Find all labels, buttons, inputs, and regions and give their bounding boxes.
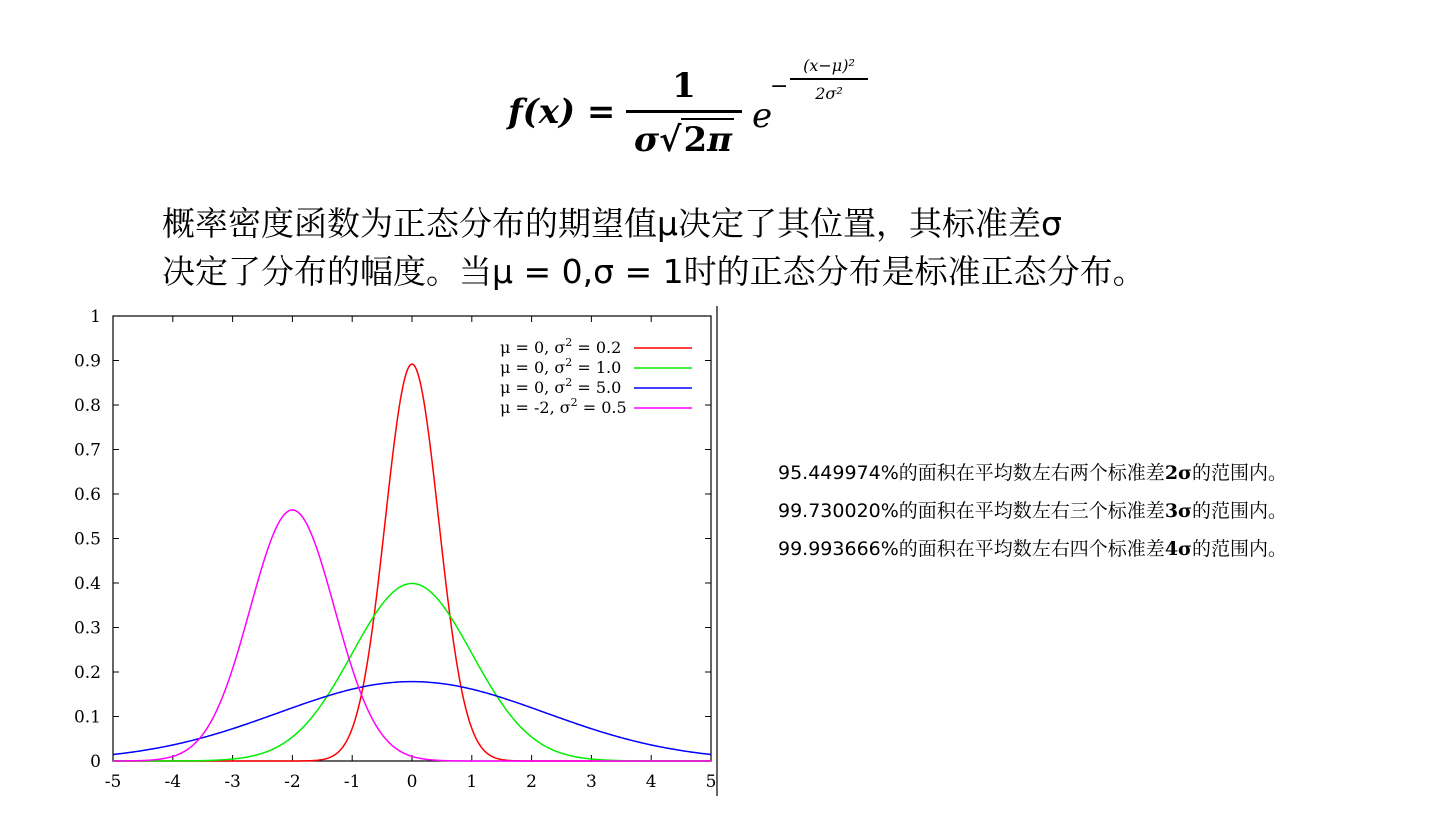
y-tick-label: 0.6 — [73, 485, 101, 505]
normal-distribution-chart — [0, 300, 730, 800]
y-tick-label: 0.1 — [73, 707, 101, 728]
formula-base-e: e — [752, 96, 773, 136]
formula-denominator — [626, 119, 742, 161]
x-tick-label: 3 — [585, 772, 597, 792]
legend-label-main: μ = 0, σ — [500, 338, 566, 357]
note-3-sigma-suffix: 的范围内。 — [1192, 500, 1288, 522]
chart-curves — [113, 364, 711, 761]
formula-radicand — [681, 118, 734, 160]
legend-label-value: = 1.0 — [572, 358, 622, 377]
formula-radicand-pi: π — [707, 120, 732, 160]
note-2-sigma-math: 2σ — [1164, 462, 1193, 484]
legend-label-superscript: 2 — [565, 356, 573, 369]
description-line-1: 概率密度函数为正态分布的期望值μ决定了其位置，其标准差σ — [162, 204, 1062, 243]
formula-fraction — [626, 66, 742, 161]
y-tick-label: 0 — [90, 752, 101, 772]
x-tick-label: 1 — [466, 772, 478, 792]
legend-label-1 — [500, 356, 621, 377]
description — [162, 200, 1146, 296]
formula-numerator: 1 — [672, 66, 696, 106]
note-2-sigma-text: 95.449974%的面积在平均数左右两个标准差 — [778, 462, 1165, 484]
formula-exp-fraction — [790, 56, 868, 103]
series-line-2 — [113, 682, 711, 755]
legend-label-2 — [500, 376, 621, 397]
formula-exp-denominator: 2σ² — [815, 84, 843, 103]
x-tick-label: 2 — [526, 772, 538, 792]
chart-legend — [500, 336, 692, 417]
note-4-sigma-math: 4σ — [1164, 538, 1193, 560]
formula-sqrt-sign: √ — [659, 120, 682, 160]
legend-label-0 — [500, 336, 621, 357]
formula-lhs: f(x) = — [508, 92, 616, 132]
note-3-sigma — [778, 492, 1287, 530]
x-tick-label: 5 — [705, 772, 717, 792]
formula-fraction-bar — [626, 110, 742, 113]
formula-exp-minus: − — [770, 74, 789, 99]
note-4-sigma — [778, 530, 1287, 568]
formula-radicand-2: 2 — [683, 120, 708, 160]
y-tick-label: 0.8 — [73, 396, 101, 416]
x-tick-label: -2 — [284, 772, 301, 792]
x-tick-label: 4 — [645, 772, 657, 792]
note-4-sigma-text: 99.993666%的面积在平均数左右四个标准差 — [778, 538, 1165, 560]
note-3-sigma-math: 3σ — [1164, 500, 1193, 522]
note-4-sigma-suffix: 的范围内。 — [1192, 538, 1288, 560]
legend-label-main: μ = 0, σ — [500, 378, 566, 397]
x-tick-label: -3 — [224, 772, 241, 792]
legend-label-superscript: 2 — [570, 396, 578, 409]
y-tick-label: 0.2 — [73, 663, 101, 683]
series-line-0 — [113, 364, 711, 761]
y-tick-label: 0.7 — [73, 440, 101, 461]
legend-label-value: = 5.0 — [572, 378, 622, 397]
x-tick-label: -5 — [104, 772, 122, 792]
legend-label-value: = 0.5 — [577, 398, 627, 417]
legend-label-value: = 0.2 — [572, 338, 622, 357]
legend-label-main: μ = -2, σ — [500, 398, 571, 417]
description-line-2: 决定了分布的幅度。当μ = 0,σ = 1时的正态分布是标准正态分布。 — [162, 252, 1146, 291]
y-tick-label: 0.5 — [73, 529, 101, 550]
plot-frame — [113, 316, 711, 761]
legend-label-superscript: 2 — [565, 336, 573, 349]
note-3-sigma-text: 99.730020%的面积在平均数左右三个标准差 — [778, 500, 1165, 522]
series-line-3 — [113, 510, 711, 761]
legend-label-3 — [500, 396, 627, 417]
legend-label-superscript: 2 — [565, 376, 573, 389]
y-tick-label: 1 — [90, 307, 101, 327]
x-tick-label: -4 — [164, 772, 182, 792]
y-tick-label: 0.9 — [73, 351, 101, 372]
note-2-sigma — [778, 454, 1287, 492]
x-tick-label: 0 — [406, 772, 418, 792]
formula-exp-numerator: (x−μ)² — [803, 56, 855, 75]
formula-den-sigma: σ — [634, 120, 660, 160]
note-2-sigma-suffix: 的范围内。 — [1192, 462, 1288, 484]
sigma-notes — [778, 454, 1287, 568]
y-tick-label: 0.3 — [73, 618, 101, 639]
formula-exp-bar — [790, 78, 868, 80]
x-tick-label: -1 — [343, 772, 361, 792]
legend-label-main: μ = 0, σ — [500, 358, 566, 377]
y-tick-label: 0.4 — [73, 574, 101, 594]
